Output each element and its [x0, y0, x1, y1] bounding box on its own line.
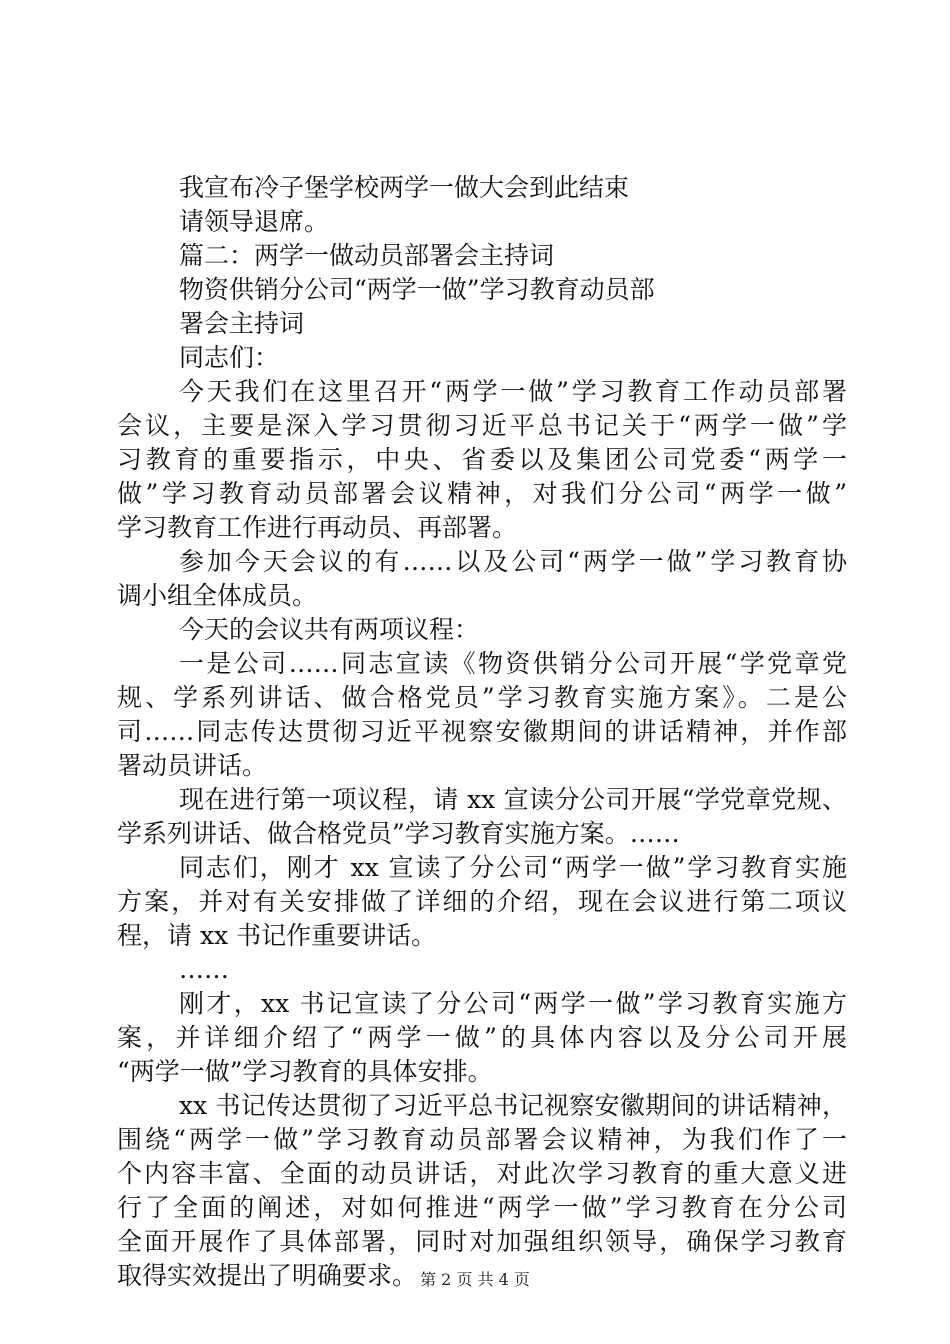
text-line: 学系列讲话、做合格党员”学习教育实施方案。……	[117, 819, 680, 848]
text-line: 司……同志传达贯彻习近平视察安徽期间的讲话精神，并作部	[117, 717, 847, 746]
text-line: 做”学习教育动员部署会议精神，对我们分公司“两学一做”	[117, 479, 847, 508]
document-body	[117, 171, 847, 1293]
text-line: 我宣布冷子堡学校两学一做大会到此结束	[179, 173, 630, 202]
text-line: 围绕“两学一做”学习教育动员部署会议精神，为我们作了一	[117, 1125, 847, 1154]
text-line: 刚才，xx 书记宣读了分公司“两学一做”学习教育实施方	[179, 989, 847, 1018]
text-line: 一是公司……同志宣读《物资供销分公司开展“学党章党	[179, 649, 847, 678]
text-line: 现在进行第一项议程，请 xx 宣读分公司开展“学党章党规、	[179, 785, 847, 814]
text-line: 参加今天会议的有……以及公司“两学一做”学习教育协	[179, 547, 847, 576]
text-line: 会议，主要是深入学习贯彻习近平总书记关于“两学一做”学	[117, 411, 847, 440]
text-line: 案，并详细介绍了“两学一做”的具体内容以及分公司开展	[117, 1023, 847, 1052]
text-line: 同志们，刚才 xx 宣读了分公司“两学一做”学习教育实施	[179, 853, 847, 882]
text-line: 物资供销分公司“两学一做”学习教育动员部	[179, 275, 655, 304]
text-line: 全面开展作了具体部署，同时对加强组织领导，确保学习教育	[117, 1227, 847, 1256]
page-footer: 第 2 页 共 4 页	[420, 1270, 530, 1289]
text-line: 方案，并对有关安排做了详细的介绍，现在会议进行第二项议	[117, 887, 847, 916]
text-line: 署会主持词	[179, 309, 305, 338]
text-line: 篇二：两学一做动员部署会主持词	[179, 241, 555, 270]
text-line: 今天的会议共有两项议程：	[179, 615, 480, 644]
text-line: 行了全面的阐述，对如何推进“两学一做”学习教育在分公司	[117, 1193, 847, 1222]
text-line: 署动员讲话。	[117, 751, 268, 780]
text-line: “两学一做”学习教育的具体安排。	[117, 1057, 493, 1086]
text-line: 取得实效提出了明确要求。	[117, 1261, 418, 1290]
text-line: ……	[179, 955, 229, 984]
text-line: 调小组全体成员。	[117, 581, 318, 610]
text-line: 个内容丰富、全面的动员讲话，对此次学习教育的重大意义进	[117, 1159, 847, 1188]
text-line: xx 书记传达贯彻了习近平总书记视察安徽期间的讲话精神，	[179, 1091, 847, 1120]
text-line: 习教育的重要指示，中央、省委以及集团公司党委“两学一	[117, 445, 847, 474]
text-line: 同志们：	[179, 343, 280, 372]
text-line: 请领导退席。	[179, 207, 330, 236]
text-line: 规、学系列讲话、做合格党员”学习教育实施方案》。二是公	[117, 683, 847, 712]
text-line: 今天我们在这里召开“两学一做”学习教育工作动员部署	[179, 377, 847, 406]
text-line: 学习教育工作进行再动员、再部署。	[117, 513, 518, 542]
text-line: 程，请 xx 书记作重要讲话。	[117, 921, 437, 950]
